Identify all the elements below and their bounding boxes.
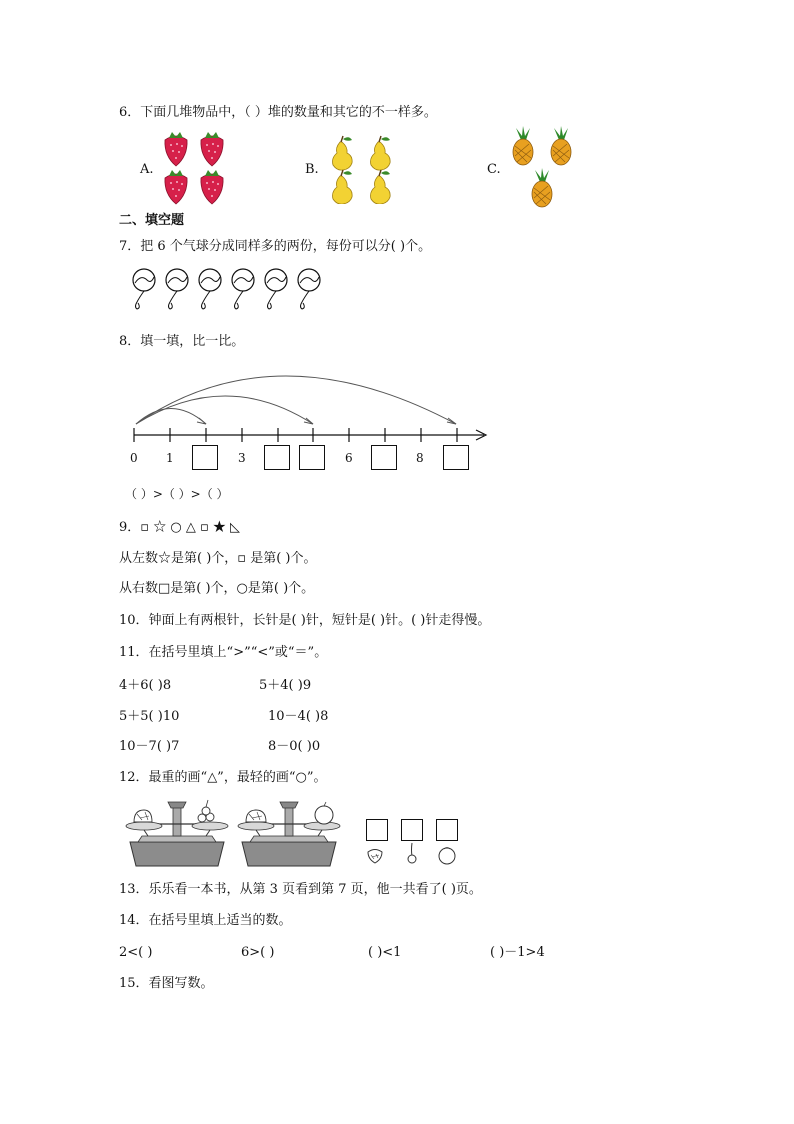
pineapple-icon (551, 126, 571, 165)
question-15-text: 15．看图写数。 (119, 976, 214, 991)
option-c-label: C. (487, 162, 501, 177)
answer-box[interactable] (299, 445, 325, 470)
balloon-icon (133, 269, 155, 309)
question-14-text: 14．在括号里填上适当的数。 (119, 913, 292, 928)
inequality-blank[interactable]: 6>( ) (241, 945, 275, 960)
strawberry-icon (366, 846, 384, 864)
tick-label-6: 6 (345, 451, 353, 465)
tick-label-1: 1 (166, 451, 174, 465)
equation-blank[interactable]: 5＋4( )9 (259, 678, 312, 693)
tick-label-8: 8 (416, 451, 424, 465)
pear-icon (371, 170, 391, 204)
equation-blank[interactable]: 10－4( )8 (268, 709, 329, 724)
answer-box[interactable] (436, 819, 458, 841)
orange-icon (437, 845, 457, 865)
answer-box[interactable] (192, 445, 218, 470)
equation-blank[interactable]: 5＋5( )10 (119, 709, 180, 724)
question-13-text[interactable]: 13．乐乐看一本书，从第 3 页看到第 7 页，他一共看了( )页。 (119, 882, 482, 897)
inequality-blank[interactable]: 2<( ) (119, 945, 153, 960)
pear-icon (333, 136, 353, 170)
pear-icon (371, 136, 391, 170)
equation-blank[interactable]: 4＋6( )8 (119, 678, 172, 693)
answer-box[interactable] (264, 445, 290, 470)
strawberry-icon (201, 132, 223, 166)
balloon-row (128, 268, 332, 310)
answer-box[interactable] (401, 819, 423, 841)
inequality-blank[interactable]: ( )－1>4 (490, 945, 545, 960)
balloon-icon (298, 269, 320, 309)
equation-blank[interactable]: 10－7( )7 (119, 739, 180, 754)
balloon-icon (232, 269, 254, 309)
balloon-icon (199, 269, 221, 309)
strawberry-icon (201, 170, 223, 204)
option-b-label: B. (305, 162, 319, 177)
pear-group (326, 134, 396, 204)
equation-blank[interactable]: 8－0( )0 (268, 739, 321, 754)
answer-box[interactable] (443, 445, 469, 470)
answer-box[interactable] (366, 819, 388, 841)
option-a-label: A. (140, 162, 154, 177)
pineapple-icon (532, 168, 552, 207)
question-12-text: 12．最重的画“△”，最轻的画“○”。 (119, 770, 327, 785)
question-9-shapes: 9．▫ ☆ ○ △ ▫ ★ ◺ (119, 520, 241, 535)
strawberry-icon (165, 170, 187, 204)
question-10-text[interactable]: 10．钟面上有两根针，长针是( )针，短针是( )针。( )针走得慢。 (119, 613, 491, 628)
number-line (126, 358, 492, 448)
balloon-icon (265, 269, 287, 309)
comparison-blanks[interactable]: （ ）>（ ）>（ ） (125, 487, 229, 501)
balance-scale-image (120, 796, 346, 872)
tick-label-0: 0 (130, 451, 138, 465)
question-11-text: 11．在括号里填上“>”“<”或“＝”。 (119, 645, 328, 660)
strawberry-group (160, 130, 232, 208)
pear-icon (333, 170, 353, 204)
tick-label-3: 3 (238, 451, 246, 465)
section-title: 二、填空题 (119, 213, 185, 228)
question-6-text: 6．下面几堆物品中，（ ）堆的数量和其它的不一样多。 (119, 105, 437, 120)
pineapple-icon (513, 126, 533, 165)
answer-box[interactable] (371, 445, 397, 470)
pineapple-group (508, 126, 578, 210)
question-8-text: 8．填一填，比一比。 (119, 334, 245, 349)
strawberry-icon (165, 132, 187, 166)
question-7-text: 7．把 6 个气球分成同样多的两份，每份可以分( )个。 (119, 239, 432, 254)
inequality-blank[interactable]: ( )<1 (368, 945, 402, 960)
balloon-icon (166, 269, 188, 309)
question-9-line1[interactable]: 从左数☆是第( )个，▫ 是第( )个。 (119, 551, 317, 566)
question-9-line2[interactable]: 从右数□是第( )个，○是第( )个。 (119, 581, 315, 596)
cherry-icon (404, 842, 420, 864)
